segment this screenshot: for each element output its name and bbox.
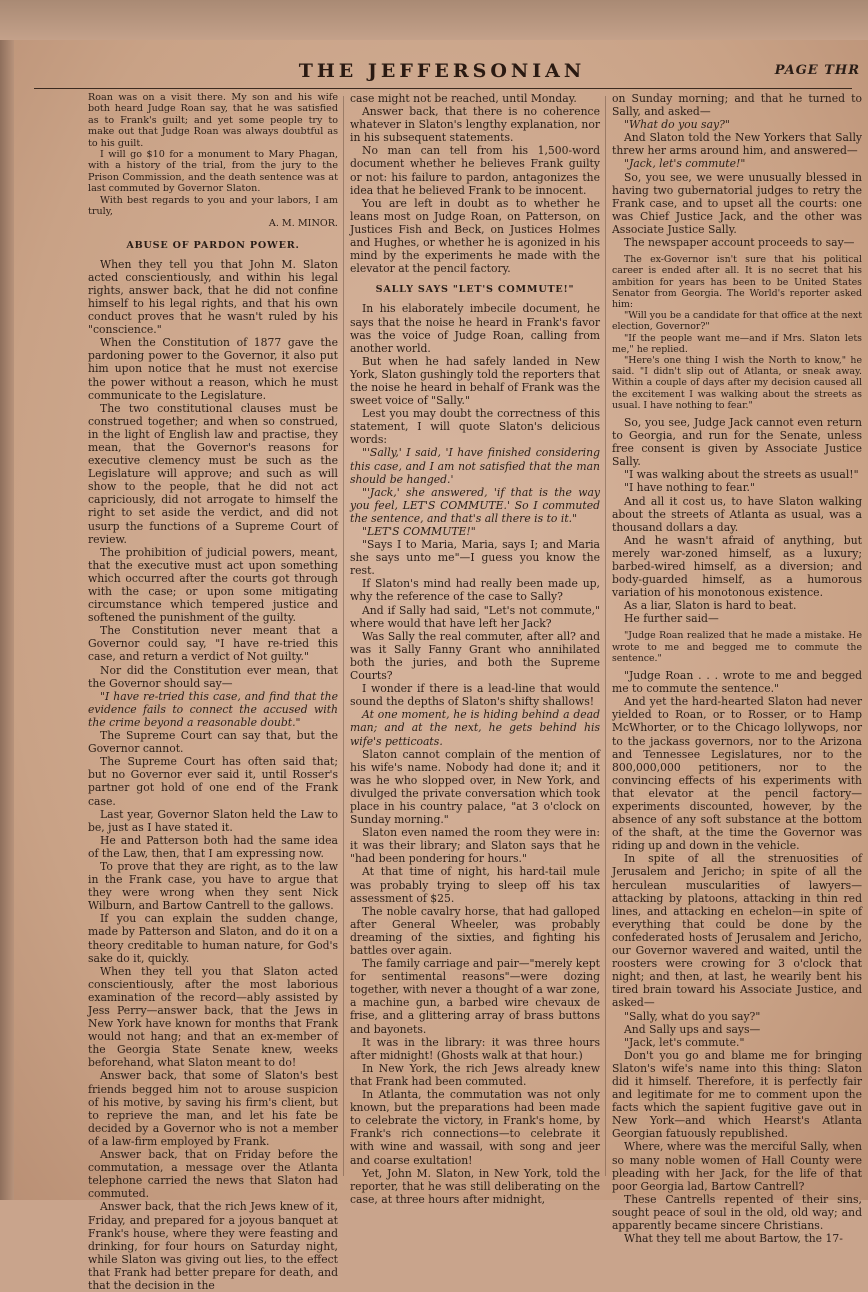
paragraph: Answer back, that there is no coherence whatever in Slaton's lengthy explanation, nor in his subsequent statements.	[350, 105, 600, 145]
paragraph: In spite of all the strenuosities of Jerusalem and Jericho; in spite of all the herculean muscularities of lawyers—attacking by platoons, attacking in thin red lines, and attacking en echelon—in spite of everything that could be done by the confederated hosts of Jerusalem and Jericho, our Governor wavered and waited, until the roosters were crowing for 3 o'clock that night; and then, at last, he wearily bent his tired brain toward his Associate Justice, and asked—	[612, 852, 862, 1010]
masthead-rule	[34, 88, 852, 89]
paragraph: But when he had safely landed in New York, Slaton gushingly told the reporters that the noise he heard in behalf of Frank was the sweet voice of "Sally."	[350, 354, 600, 408]
paragraph: The Supreme Court has often said that; but no Governor ever said it, until Rosser's partner got hold of one end of the Frank case.	[88, 755, 338, 808]
paragraph: And Sally ups and says—	[624, 1022, 761, 1036]
newspaper-excerpt: "Judge Roan realized that he made a mistake. He wrote to me and begged me to commute the sentence."	[612, 630, 862, 664]
paragraph: The noble cavalry horse, that had galloped after General Wheeler, was probably dreaming of the sixties, and fighting his battles over again.	[350, 904, 600, 957]
paragraph: The prohibition of judicial powers, meant, that the executive must act upon something which occurred after the courts got through with the case; or upon some mitigating circumstance which tempered justice and softened the punishment of the guilty.	[88, 545, 338, 625]
paragraph: At that time of night, his hard-tail mule was probably trying to sleep off his tax assessment of $25.	[350, 865, 600, 905]
newspaper-excerpt: "If the people want me—and if Mrs. Slaton lets me," he replied.	[612, 332, 862, 355]
quoted-paragraph: "'Jack,' she answered, 'if that is the way you feel, LET'S COMMUTE.' So I commuted the sentence, and that's all there is to it."	[350, 485, 600, 525]
paragraph: These Cantrells repented of their sins, sought peace of soul in the old, old way; and apparently became sincere Christians.	[612, 1192, 862, 1233]
paragraph: When they tell you that Slaton acted conscientiously, after the most laborious examination of the record—ably assisted by Jess Perry—answer back, that the Jews in New York have known for months that Frank would not hang; and that an ex-member of the Georgia State Senate knew, weeks beforehand, what Slaton meant to do!	[88, 964, 338, 1070]
paragraph: case might not be reached, until Monday.	[350, 92, 577, 105]
paragraph: And he wasn't afraid of anything, but merely war-zoned himself, as a luxury; barbed-wired himself, as a diversion; and body-guarded himself, as a humorous variation of his monotonous existence.	[612, 533, 862, 600]
paragraph: The newspaper account proceeds to say—	[624, 236, 855, 250]
newspaper-excerpt: The ex-Governor isn't sure that his political career is ended after all. It is no secret that his ambition for years has been to be United States Senator from Georgia. The World's reporter asked him:	[612, 254, 862, 310]
paragraph: What they tell me about Bartow, the 17-	[624, 1232, 843, 1246]
paragraph: Was Sally the real commuter, after all? and was it Sally Fanny Grant who annihilated both the juries, and both the Supreme Courts?	[350, 629, 600, 683]
paragraph: "Says I to Maria, Maria, says I; and Maria she says unto me"—I guess you know the rest.	[350, 538, 600, 578]
paragraph: Answer back, that on Friday before the commutation, a message over the Atlanta telephone carried the news that Slaton had commuted.	[88, 1148, 338, 1201]
paragraph: Yet, John M. Slaton, in New York, told the reporter, that he was still deliberating on the case, at three hours after midnight,	[350, 1166, 600, 1206]
letter-signature: A. M. MINOR.	[268, 218, 338, 230]
quoted-paragraph: "I have re-tried this case, and find that the evidence fails to connect the accused with the crime beyond a reasonable doubt."	[88, 689, 338, 729]
paragraph: I wonder if there is a lead-line that would sound the depths of Slaton's shifty shallows!	[350, 682, 600, 709]
paragraph: And all it cost us, to have Slaton walking about the streets of Atlanta as usual, was a thousand dollars a day.	[612, 494, 862, 534]
quoted-paragraph: "LET'S COMMUTE!"	[362, 525, 476, 538]
paragraph: on Sunday morning; and that he turned to Sally, and asked—	[612, 92, 862, 119]
column-divider	[605, 96, 606, 1176]
paragraph: He further said—	[624, 612, 719, 626]
section-heading: ABUSE OF PARDON POWER.	[126, 239, 300, 251]
paragraph: If you can explain the sudden change, made by Patterson and Slaton, and do it on a theory creditable to human nature, for God's sake do it, quickly.	[88, 912, 338, 965]
paragraph: "I was walking about the streets as usual!"	[624, 468, 859, 482]
paragraph: Where, where was the merciful Sally, when so many noble women of Hall County were pleading with her Jack, for the life of that poor Georgia lad, Bartow Cantrell?	[612, 1140, 862, 1193]
paragraph: To prove that they are right, as to the law in the Frank case, you have to argue that they were wrong when they sent Nick Wilburn, and Bartow Cantrell to the gallows.	[88, 859, 338, 913]
paragraph: Answer back, that some of Slaton's best friends begged him not to arouse suspicion of his motive, by saving his firm's client, but to reprieve the man, and let his fate be decided by a Governor who is not a member of a law-firm employed by Frank.	[88, 1069, 338, 1148]
paragraph: The two constitutional clauses must be construed together; and when so construed, in the light of English law and practise, they mean, that the Governor's reasons for executive clemency must be such as the Legislature will approve; and such as will show to the people, that he did not act capriciously, did not arrogate to himself the right to set aside the verdict, and did not usurp the functions of a Supreme Court of review.	[88, 401, 338, 546]
paragraph: "I have nothing to fear."	[624, 481, 755, 495]
paragraph: The family carriage and pair—"merely kept for sentimental reasons"—were dozing together, with never a thought of a war zone, a machine gun, a barbed wire chevaux de frise, and a glittering array of brass buttons and bayonets.	[350, 957, 600, 1036]
paragraph: If Slaton's mind had really been made up, why the reference of the case to Sally?	[350, 577, 600, 604]
paragraph: Lest you may doubt the correctness of this statement, I will quote Slaton's delicious words:	[350, 407, 600, 447]
paragraph: As a liar, Slaton is hard to beat.	[624, 599, 797, 613]
paragraph: And yet the hard-hearted Slaton had never yielded to Roan, or to Rosser, or to Hamp McWhorter, or to the Chicago lollywops, nor to the jackass governors, nor to the Arizona and Tennessee Legislatures, nor to the 800,000,000 petitioners, nor to the convincing effects of his experiments with that elevator at the pencil factory—experiments discounted, however, by the absence of any soft substance at the bottom of the shaft, at the time the Governor was riding up and down in the vehicle.	[612, 695, 862, 853]
quoted-paragraph: "Jack, let's commute!"	[624, 157, 746, 171]
column-3	[612, 92, 862, 1246]
paragraph: Nor did the Constitution ever mean, that the Governor should say—	[88, 663, 338, 690]
paragraph: It was in the library: it was three hours after midnight! (Ghosts walk at that hour.)	[350, 1035, 600, 1062]
paragraph: The Supreme Court can say that, but the Governor cannot.	[88, 729, 338, 756]
paragraph: When they tell you that John M. Slaton acted conscientiously, and within his legal rights, answer back, that he did not confine himself to his legal rights, and that his own conduct proves that he wasn't ruled by his "conscience."	[88, 257, 338, 337]
paragraph: And if Sally had said, "Let's not commute," where would that have left her Jack?	[350, 603, 600, 630]
paragraph: Last year, Governor Slaton held the Law to be, just as I have stated it.	[88, 807, 338, 834]
page-number: PAGE THR	[774, 63, 860, 78]
paragraph: No man can tell from his 1,500-word document whether he believes Frank guilty or not: his failure to pardon, antagonizes the idea that he believed Frank to be innocent.	[350, 144, 600, 197]
letter-text: I will go $10 for a monument to Mary Phagan, with a history of the trial, from the jury to the Prison Commission, and the death sentence was at last commuted by Governor Slaton.	[88, 149, 338, 195]
section-heading: SALLY SAYS "LET'S COMMUTE!"	[375, 284, 575, 296]
masthead-title: THE JEFFERSONIAN	[298, 60, 586, 82]
paragraph: In Atlanta, the commutation was not only known, but the preparations had been made to celebrate the victory, in Frank's home, by Frank's rich connections—to celebrate it with wine and wassail, with song and jeer and coarse exultation!	[350, 1088, 600, 1167]
newspaper-excerpt: "Will you be a candidate for that office at the next election, Governor?"	[612, 310, 862, 333]
paragraph: In New York, the rich Jews already knew that Frank had been commuted.	[350, 1061, 600, 1088]
paragraph: In his elaborately imbecile document, he says that the noise he heard in Frank's favor was the voice of Judge Roan, calling from another world.	[350, 302, 600, 355]
paragraph: The Constitution never meant that a Governor could say, "I have re-tried this case, and return a verdict of Not guilty."	[88, 624, 338, 664]
quoted-paragraph: "'Sally,' I said, 'I have finished considering this case, and I am not satisfied that the man should be hanged.'	[350, 446, 600, 486]
paragraph: And Slaton told the New Yorkers that Sally threw her arms around him, and answered—	[612, 131, 862, 158]
paragraph: So, you see, we were unusually blessed in having two gubernatorial judges to retry the Frank case, and to upset all the courts: one was Chief Justice Jack, and the other was Associate Justice Sally.	[612, 170, 862, 236]
paragraph: "Sally, what do you say?"	[624, 1009, 761, 1023]
column-1	[88, 92, 338, 1292]
paragraph: He and Patterson both had the same idea of the Law, then, that I am expressing now.	[88, 833, 338, 860]
letter-text: Roan was on a visit there. My son and his wife both heard Judge Roan say, that he was satisfied as to Frank's guilt; and yet some people try to make out that Judge Roan was always doubtful as to his guilt.	[88, 92, 338, 149]
masthead	[24, 60, 860, 88]
paragraph: Slaton cannot complain of the mention of his wife's name. Nobody had done it; and it was he who slopped over, in New York, and divulged the private conversation which took place in his country palace, "at 3 o'clock on Sunday morning."	[350, 747, 600, 827]
page-fold	[0, 0, 868, 40]
paragraph: You are left in doubt as to whether he leans most on Judge Roan, on Patterson, on Justices Fish and Beck, on Justices Holmes and Hughes, or whether he is agonized in his mind by the experiments he made with the elevator at the pencil factory.	[350, 196, 600, 276]
paragraph: When the Constitution of 1877 gave the pardoning power to the Governor, it also put him upon notice that he must not exercise the power without a reason, which he must communicate to the Legislature.	[88, 336, 338, 402]
column-2	[350, 92, 600, 1206]
letter-text: With best regards to you and your labors, I am truly,	[88, 194, 338, 218]
quoted-paragraph: At one moment, he is hiding behind a dead man; and at the next, he gets behind his wife's petticoats.	[350, 708, 600, 748]
paragraph: "Judge Roan . . . wrote to me and begged me to commute the sentence."	[612, 669, 862, 696]
paragraph: Slaton even named the room they were in: it was their library; and Slaton says that he "had been pondering for hours."	[350, 826, 600, 866]
quoted-paragraph: "What do you say?"	[624, 118, 730, 132]
paragraph: So, you see, Judge Jack cannot even return to Georgia, and run for the Senate, unless free consent is given by Associate Justice Sally.	[612, 415, 862, 469]
paragraph: Don't you go and blame me for bringing Slaton's wife's name into this thing: Slaton did it himself. Therefore, it is perfectly fair and legitimate for me to comment upon the facts which the sapient fugitive gave out in New York—and which Hearst's Atlanta Georgian fatuously republished.	[612, 1048, 862, 1141]
newspaper-excerpt: "Here's one thing I wish the North to know," he said. "I didn't slip out of Atlanta, or sneak away. Within a couple of days after my decision caused all the excitement I was walking about the streets as usual. I have nothing to fear."	[612, 354, 862, 411]
binding-edge	[0, 40, 14, 1200]
column-divider	[343, 96, 344, 1176]
paragraph: "Jack, let's commute."	[624, 1035, 745, 1049]
paragraph: Answer back, that the rich Jews knew of it, Friday, and prepared for a joyous banquet at Frank's house, where they were feasting and drinking, for four hours on Saturday night, while Slaton was giving out lies, to the effect that Frank had better prepare for death, and that the decision in the	[88, 1200, 338, 1292]
